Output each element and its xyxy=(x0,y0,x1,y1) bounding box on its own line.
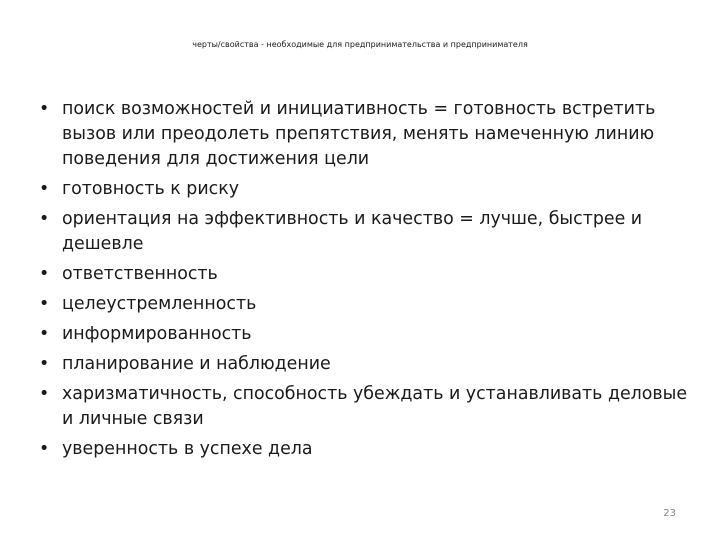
bullet-text: поиск возможностей и инициативность = готовность встретить вызов или преодолеть препятствия, менять намеченную линию поведения для достижения цели xyxy=(62,99,656,169)
bullet-item xyxy=(36,292,696,317)
bullet-text: ориентация на эффективность и качество = лучше, быстрее и дешевле xyxy=(62,209,643,254)
bullet-item xyxy=(36,437,696,462)
page-number: 23 xyxy=(663,508,676,519)
bullet-marker: • xyxy=(39,439,50,459)
bullet-marker: • xyxy=(39,179,50,199)
bullet-marker: • xyxy=(39,99,50,119)
bullet-marker: • xyxy=(39,209,50,229)
bullet-list xyxy=(36,97,696,467)
bullet-item xyxy=(36,382,696,432)
bullet-marker: • xyxy=(39,264,50,284)
bullet-item xyxy=(36,97,696,172)
bullet-item xyxy=(36,352,696,377)
slide-title: черты/свойства - необходимые для предпринимательства и предпринимателя xyxy=(192,40,528,49)
bullet-text: целеустремленность xyxy=(62,294,257,314)
bullet-marker: • xyxy=(39,384,50,404)
bullet-item xyxy=(36,322,696,347)
bullet-text: информированность xyxy=(62,324,252,344)
bullet-item xyxy=(36,262,696,287)
bullet-marker: • xyxy=(39,294,50,314)
bullet-text: уверенность в успехе дела xyxy=(62,439,313,459)
bullet-item xyxy=(36,207,696,257)
bullet-marker: • xyxy=(39,354,50,374)
bullet-text: ответственность xyxy=(62,264,218,284)
bullet-marker: • xyxy=(39,324,50,344)
bullet-item xyxy=(36,177,696,202)
bullet-text: готовность к риску xyxy=(62,179,240,199)
bullet-text: планирование и наблюдение xyxy=(62,354,331,374)
bullet-text: харизматичность, способность убеждать и устанавливать деловые и личные связи xyxy=(62,384,688,429)
